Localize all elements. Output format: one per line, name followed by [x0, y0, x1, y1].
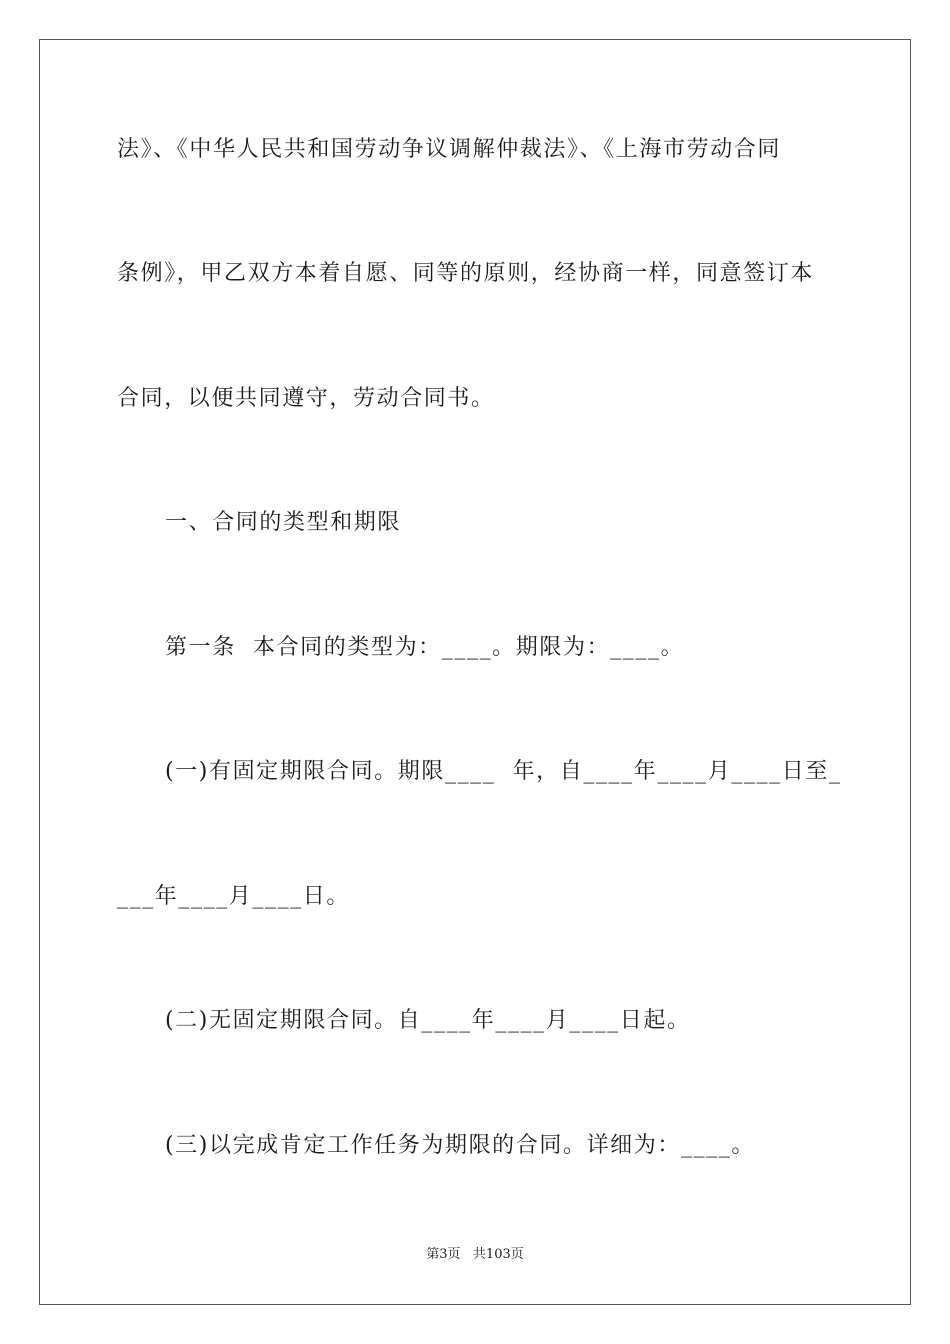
clause-1-continued: ___年____月____日。: [117, 884, 351, 909]
body-line-3: 合同，以便共同遵守，劳动合同书。: [117, 386, 495, 411]
page-footer: 第3页 共103页: [426, 1247, 524, 1262]
section-heading: 一、合同的类型和期限: [165, 510, 402, 535]
body-line-2: 条例》，甲乙双方本着自愿、同等的原则，经协商一样，同意签订本: [117, 261, 815, 286]
article-1: 第一条 本合同的类型为：____。期限为：____。: [165, 635, 685, 660]
clause-1: (一)有固定期限合同。期限____ 年，自____年____月____日至_: [165, 759, 842, 784]
body-line-1: 法》、《中华人民共和国劳动争议调解仲裁法》、《上海市劳动合同: [117, 137, 782, 162]
page-border: [39, 39, 911, 1305]
clause-3: (三)以完成肯定工作任务为期限的合同。详细为：____。: [165, 1133, 755, 1158]
clause-2: (二)无固定期限合同。自____年____月____日起。: [165, 1008, 691, 1033]
